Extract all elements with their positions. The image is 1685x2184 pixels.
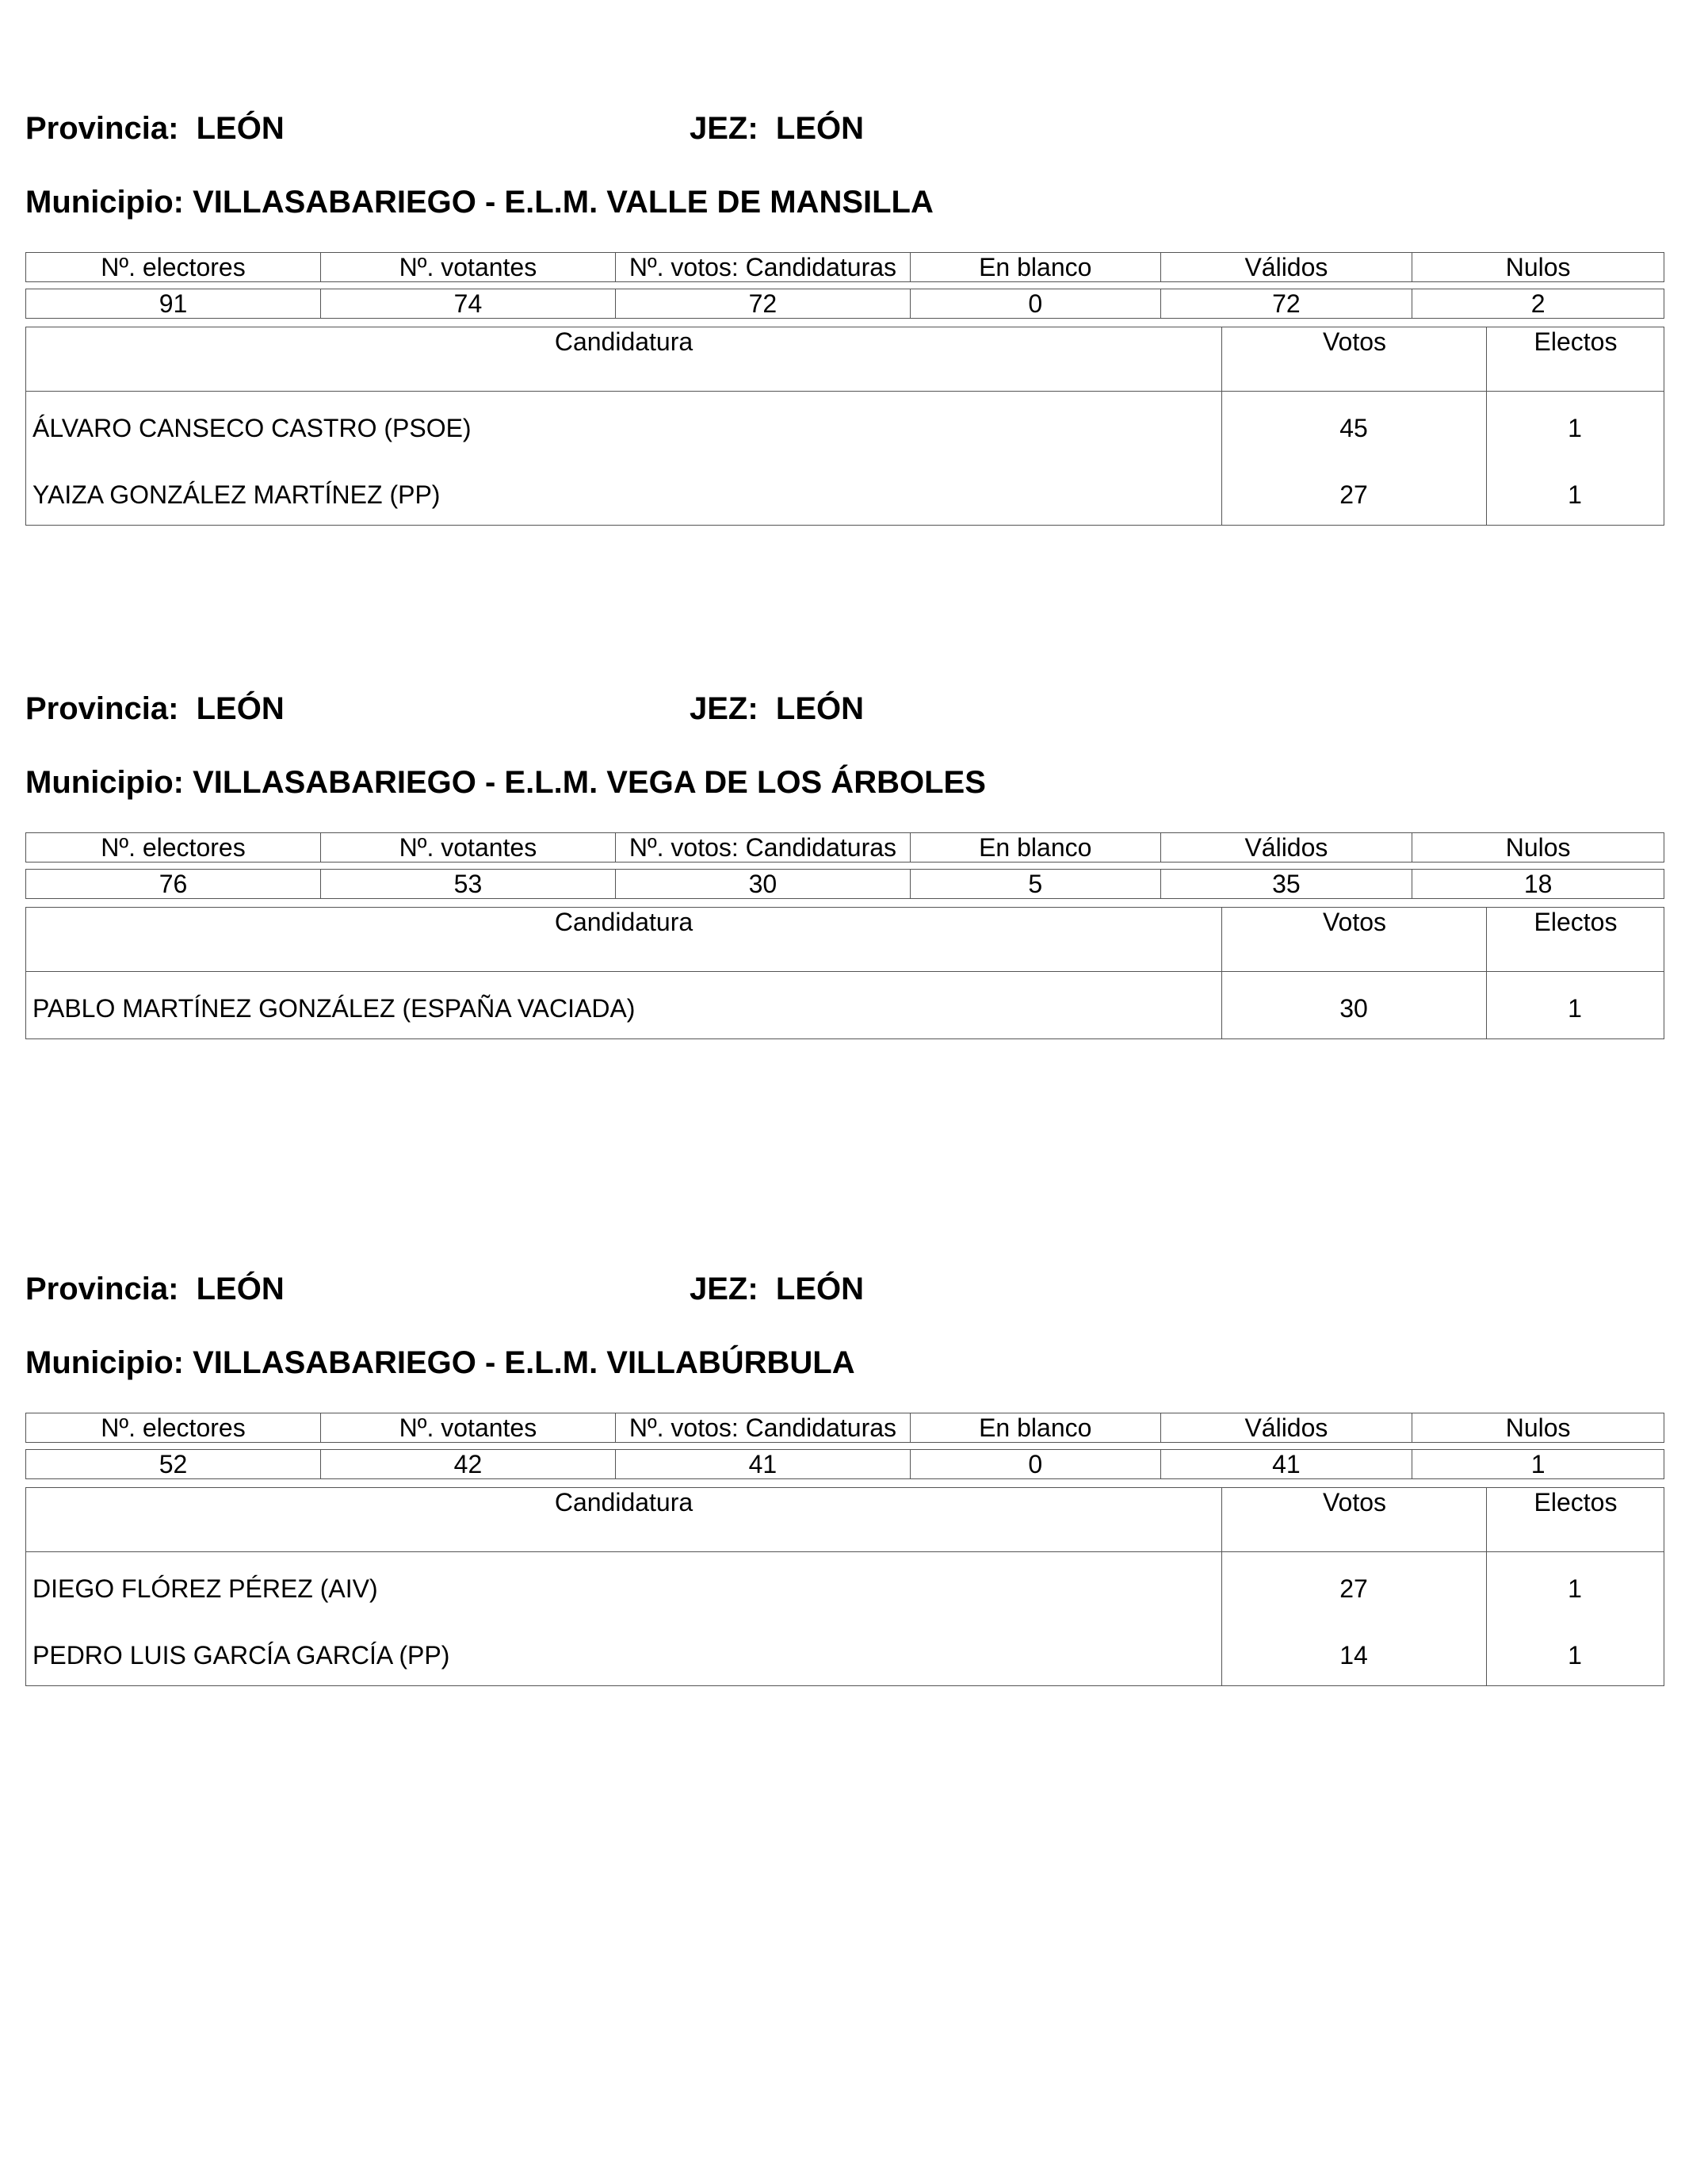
- candidatura-header: Candidatura: [554, 1488, 693, 1517]
- votos-header: Votos: [1221, 327, 1487, 391]
- summary-value-cell: 0: [910, 289, 1160, 319]
- electos-header: Electos: [1486, 908, 1664, 971]
- candidate-elected: 1: [1568, 1574, 1582, 1603]
- summary-value-cell: 0: [910, 1450, 1160, 1479]
- summary-header-cell: En blanco: [910, 253, 1160, 282]
- summary-header-cell: Válidos: [1160, 253, 1412, 282]
- summary-value-cell: 42: [320, 1450, 615, 1479]
- summary-header-cell: Nº. votantes: [320, 253, 615, 282]
- jez-label: JEZ: LEÓN: [690, 1272, 865, 1306]
- candidates-table: [25, 327, 1664, 526]
- summary-header-row: [26, 1413, 1664, 1443]
- summary-header-cell: Nº. electores: [26, 253, 321, 282]
- summary-header-cell: En blanco: [910, 833, 1160, 863]
- candidates-table: [25, 907, 1664, 1039]
- candidate-row: [26, 392, 1664, 458]
- municipio-title: Municipio: VILLASABARIEGO - E.L.M. VALLE DE MANSILLA: [25, 185, 934, 220]
- summary-header-cell: En blanco: [910, 1413, 1160, 1443]
- summary-value-cell: 41: [615, 1450, 910, 1479]
- candidate-row: [26, 458, 1664, 525]
- summary-header-row: [26, 833, 1664, 863]
- summary-header-row: [26, 253, 1664, 282]
- candidate-votes: 30: [1339, 994, 1368, 1023]
- votos-header: Votos: [1221, 1488, 1487, 1551]
- candidate-votes: 45: [1339, 414, 1368, 442]
- candidate-elected: 1: [1568, 1641, 1582, 1670]
- summary-value-cell: 35: [1160, 870, 1412, 899]
- candidates-body: [26, 972, 1664, 1038]
- candidates-table: [25, 1487, 1664, 1686]
- summary-value-cell: 74: [320, 289, 615, 319]
- candidates-body: [26, 392, 1664, 525]
- summary-value-cell: 30: [615, 870, 910, 899]
- summary-header-cell: Nº. electores: [26, 1413, 321, 1443]
- summary-value-row: [26, 1450, 1664, 1479]
- summary-value-row: [26, 870, 1664, 899]
- summary-value-cell: 5: [910, 870, 1160, 899]
- candidate-name: YAIZA GONZÁLEZ MARTÍNEZ (PP): [32, 480, 441, 509]
- candidates-body: [26, 1552, 1664, 1685]
- section-header: [25, 691, 1664, 739]
- candidate-votes: 27: [1339, 480, 1368, 509]
- candidate-votes: 27: [1339, 1574, 1368, 1603]
- municipio-title: Municipio: VILLASABARIEGO - E.L.M. VILLABÚRBULA: [25, 1345, 855, 1380]
- summary-header-cell: Nº. votos: Candidaturas: [615, 833, 910, 863]
- section-header: [25, 1272, 1664, 1319]
- summary-header-cell: Nº. votos: Candidaturas: [615, 253, 910, 282]
- summary-value-cell: 72: [615, 289, 910, 319]
- summary-value-cell: 53: [320, 870, 615, 899]
- candidate-name: PABLO MARTÍNEZ GONZÁLEZ (ESPAÑA VACIADA): [32, 994, 636, 1023]
- summary-value-cell: 76: [26, 870, 321, 899]
- candidate-elected: 1: [1568, 994, 1582, 1023]
- votos-header: Votos: [1221, 908, 1487, 971]
- summary-header-cell: Válidos: [1160, 833, 1412, 863]
- summary-header-cell: Nº. votos: Candidaturas: [615, 1413, 910, 1443]
- summary-table: [25, 832, 1664, 899]
- candidate-elected: 1: [1568, 414, 1582, 442]
- summary-value-row: [26, 289, 1664, 319]
- electos-header: Electos: [1486, 327, 1664, 391]
- jez-label: JEZ: LEÓN: [690, 111, 865, 146]
- summary-header-cell: Nº. electores: [26, 833, 321, 863]
- provincia-label: Provincia: LEÓN: [25, 691, 285, 726]
- summary-header-cell: Válidos: [1160, 1413, 1412, 1443]
- electos-header: Electos: [1486, 1488, 1664, 1551]
- candidate-row: [26, 1552, 1664, 1619]
- candidates-header-row: [26, 327, 1664, 392]
- summary-value-cell: 18: [1412, 870, 1664, 899]
- summary-value-cell: 1: [1412, 1450, 1664, 1479]
- summary-table: [25, 252, 1664, 319]
- municipio-title: Municipio: VILLASABARIEGO - E.L.M. VEGA DE LOS ÁRBOLES: [25, 765, 986, 800]
- candidate-votes: 14: [1339, 1641, 1368, 1670]
- summary-value-cell: 72: [1160, 289, 1412, 319]
- summary-header-cell: Nº. votantes: [320, 833, 615, 863]
- candidate-name: DIEGO FLÓREZ PÉREZ (AIV): [32, 1574, 378, 1603]
- summary-value-cell: 52: [26, 1450, 321, 1479]
- jez-label: JEZ: LEÓN: [690, 691, 865, 726]
- summary-value-cell: 91: [26, 289, 321, 319]
- provincia-label: Provincia: LEÓN: [25, 1272, 285, 1306]
- candidate-name: ÁLVARO CANSECO CASTRO (PSOE): [32, 414, 472, 442]
- summary-header-cell: Nulos: [1412, 833, 1664, 863]
- summary-value-cell: 41: [1160, 1450, 1412, 1479]
- candidate-row: [26, 1619, 1664, 1685]
- summary-header-cell: Nulos: [1412, 253, 1664, 282]
- candidate-row: [26, 972, 1664, 1038]
- candidates-header-row: [26, 908, 1664, 972]
- section-header: [25, 111, 1664, 159]
- candidatura-header: Candidatura: [554, 327, 693, 356]
- summary-header-cell: Nº. votantes: [320, 1413, 615, 1443]
- candidate-elected: 1: [1568, 480, 1582, 509]
- summary-table: [25, 1413, 1664, 1479]
- candidatura-header: Candidatura: [554, 908, 693, 936]
- provincia-label: Provincia: LEÓN: [25, 111, 285, 146]
- candidate-name: PEDRO LUIS GARCÍA GARCÍA (PP): [32, 1641, 450, 1670]
- summary-header-cell: Nulos: [1412, 1413, 1664, 1443]
- candidates-header-row: [26, 1488, 1664, 1552]
- summary-value-cell: 2: [1412, 289, 1664, 319]
